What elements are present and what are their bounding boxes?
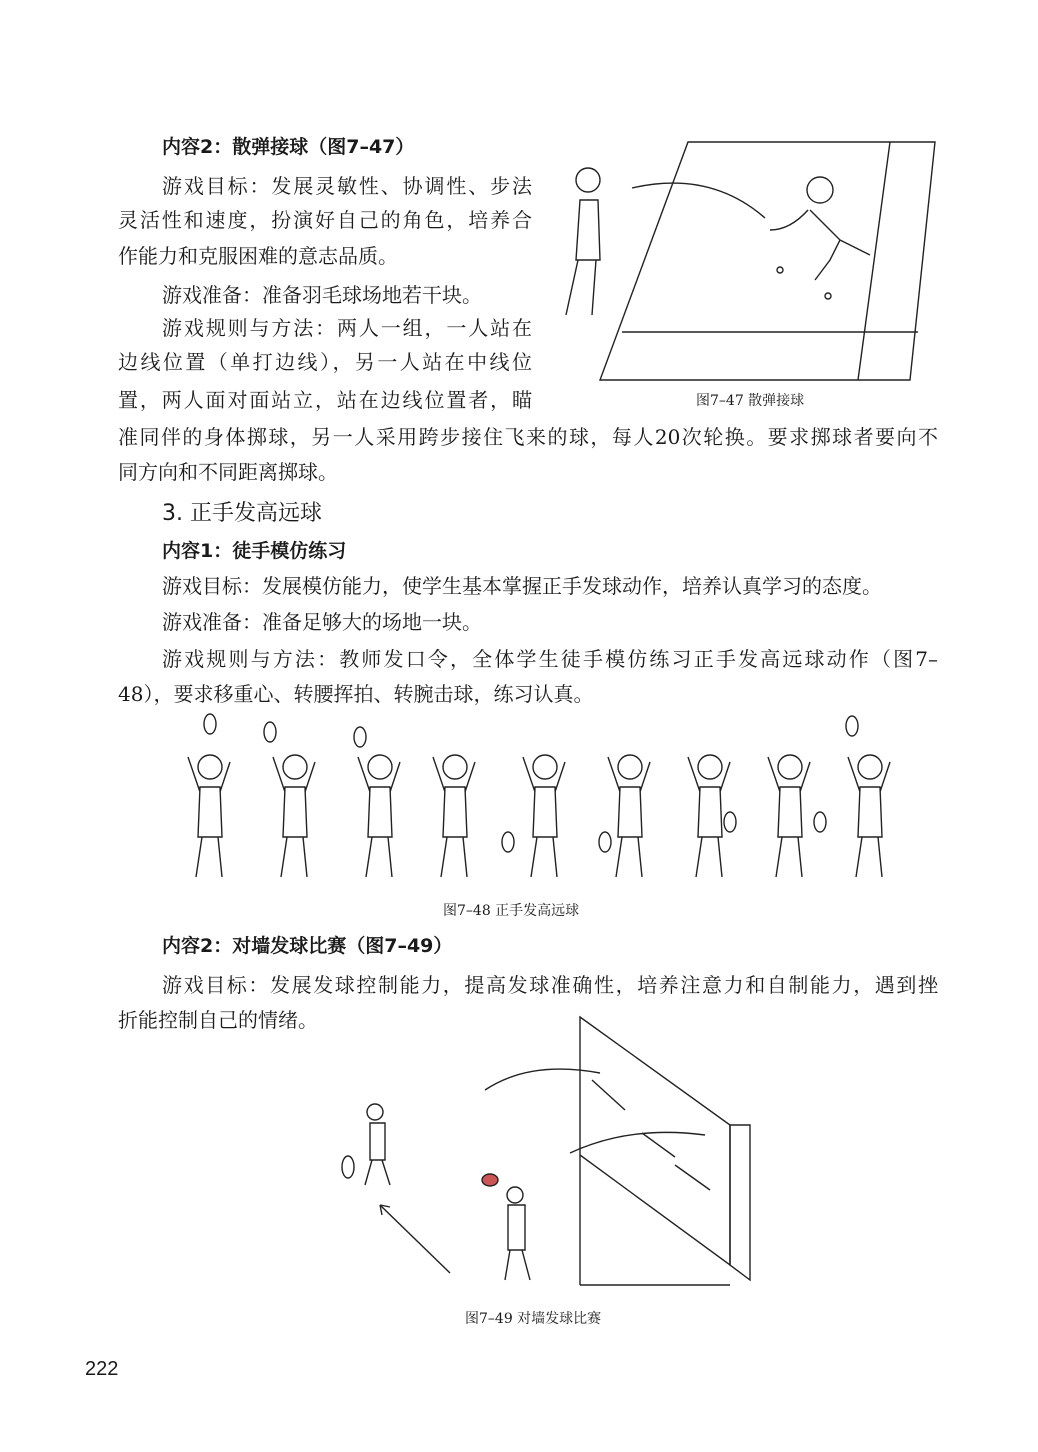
paragraph-line: 折能控制自己的情绪。 — [118, 1008, 318, 1032]
figure-7-48-illustration — [180, 712, 900, 892]
paragraph-line: 作能力和克服困难的意志品质。 — [118, 244, 398, 268]
paragraph-line: 边线位置（单打边线），另一人站在中线位 — [118, 350, 532, 374]
paragraph-line: 游戏目标：发展灵敏性、协调性、步法 — [162, 174, 532, 198]
page-number: 222 — [85, 1358, 119, 1380]
paragraph-line: 灵活性和速度，扮演好自己的角色，培养合 — [118, 208, 532, 232]
figure-caption: 图7–47 散弹接球 — [696, 393, 805, 409]
figure-caption: 图7–48 正手发高远球 — [443, 903, 580, 919]
section-title: 3. 正手发高远球 — [162, 501, 322, 526]
paragraph-line: 准同伴的身体掷球，另一人采用跨步接住飞来的球，每人20次轮换。要求掷球者要向不 — [118, 425, 938, 449]
figure-7-47-illustration — [540, 130, 940, 385]
subsection-heading: 内容1：徒手模仿练习 — [162, 540, 347, 562]
paragraph-line: 游戏规则与方法：教师发口令，全体学生徒手模仿练习正手发高远球动作（图7– — [162, 647, 938, 671]
subsection-heading: 内容2：对墙发球比赛（图7–49） — [162, 935, 453, 957]
paragraph-line: 同方向和不同距离掷球。 — [118, 460, 338, 484]
paragraph-line: 游戏准备：准备羽毛球场地若干块。 — [162, 283, 482, 307]
paragraph-line: 游戏准备：准备足够大的场地一块。 — [162, 610, 482, 634]
paragraph-line: 游戏目标：发展发球控制能力，提高发球准确性，培养注意力和自制能力，遇到挫 — [162, 973, 938, 997]
paragraph-line: 置，两人面对面站立，站在边线位置者，瞄 — [118, 388, 532, 412]
paragraph-line: 游戏目标：发展模仿能力，使学生基本掌握正手发球动作，培养认真学习的态度。 — [162, 574, 882, 598]
paragraph-line: 48），要求移重心、转腰挥拍、转腕击球，练习认真。 — [118, 682, 594, 706]
section-heading: 内容2：散弹接球（图7–47） — [162, 136, 415, 158]
figure-caption: 图7–49 对墙发球比赛 — [465, 1311, 602, 1327]
paragraph-line: 游戏规则与方法：两人一组，一人站在 — [162, 316, 532, 340]
figure-7-49-illustration — [330, 1015, 770, 1305]
